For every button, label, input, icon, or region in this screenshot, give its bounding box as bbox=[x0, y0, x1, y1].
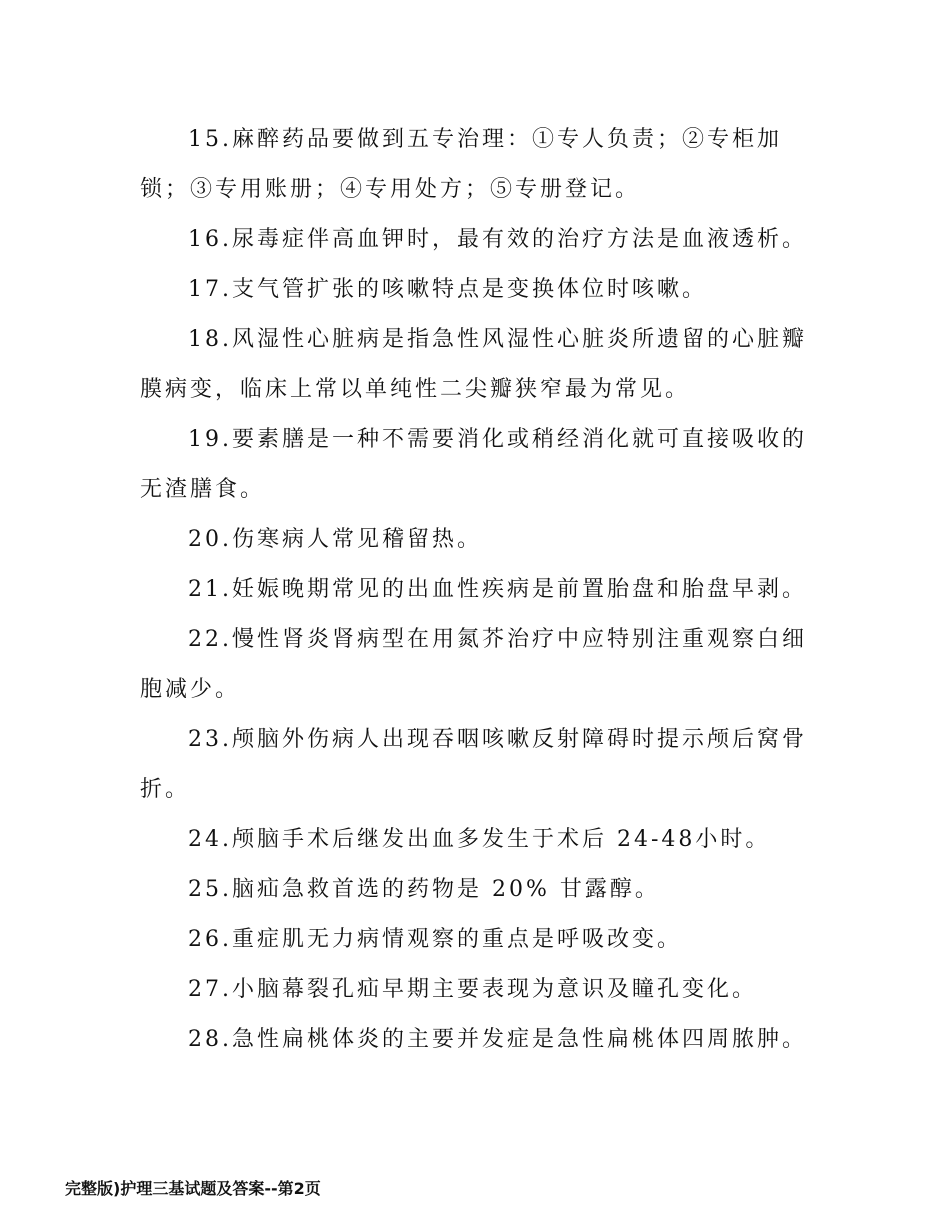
paragraph-item-17: 17.支气管扩张的咳嗽特点是变换体位时咳嗽。 bbox=[188, 277, 707, 302]
paragraph-item-18: 18.风湿性心脏病是指急性风湿性心脏炎所遗留的心脏瓣膜病变，临床上常以单纯性二尖瓣狭窄最为常见。 bbox=[140, 327, 807, 402]
paragraph-item-19: 19.要素膳是一种不需要消化或稍经消化就可直接吸收的无渣膳食。 bbox=[140, 427, 807, 502]
paragraph-item-26: 26.重症肌无力病情观察的重点是呼吸改变。 bbox=[188, 927, 682, 952]
paragraph-item-20: 20.伤寒病人常见稽留热。 bbox=[188, 527, 482, 552]
document-body bbox=[140, 115, 820, 1065]
paragraph-item-28: 28.急性扁桃体炎的主要并发症是急性扁桃体四周脓肿。 bbox=[188, 1027, 807, 1052]
paragraph-item-24: 24.颅脑手术后继发出血多发生于术后 24-48小时。 bbox=[188, 827, 771, 852]
paragraph-item-22: 22.慢性肾炎肾病型在用氮芥治疗中应特别注重观察白细胞减少。 bbox=[140, 627, 807, 702]
paragraph-item-27: 27.小脑幕裂孔疝早期主要表现为意识及瞳孔变化。 bbox=[188, 977, 757, 1002]
paragraph-item-21: 21.妊娠晚期常见的出血性疾病是前置胎盘和胎盘早剥。 bbox=[188, 577, 807, 602]
paragraph-item-16: 16.尿毒症伴高血钾时，最有效的治疗方法是血液透析。 bbox=[188, 227, 807, 252]
paragraph-item-25: 25.脑疝急救首选的药物是 20% 甘露醇。 bbox=[188, 877, 660, 902]
paragraph-item-23: 23.颅脑外伤病人出现吞咽咳嗽反射障碍时提示颅后窝骨折。 bbox=[140, 727, 807, 802]
paragraph-item-15: 15.麻醉药品要做到五专治理：①专人负责；②专柜加锁；③专用账册；④专用处方；⑤专册登记。 bbox=[140, 127, 782, 202]
page-footer: 完整版)护理三基试题及答案--第2页 bbox=[65, 1179, 321, 1198]
